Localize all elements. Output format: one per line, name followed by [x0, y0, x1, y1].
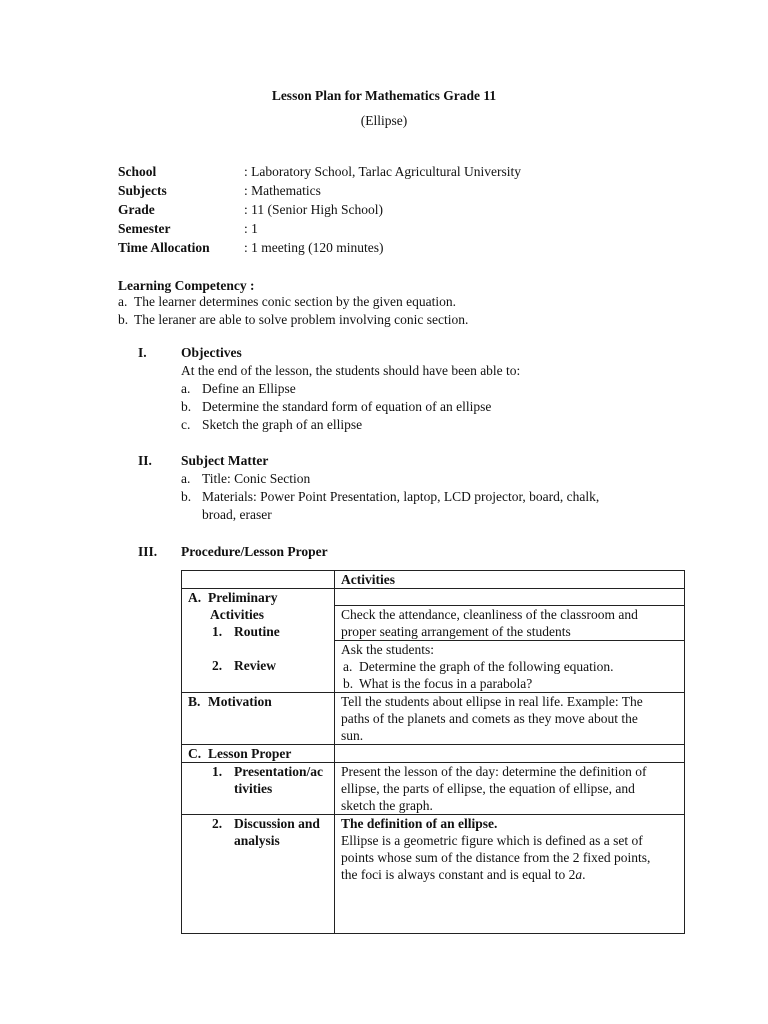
lesson-cell: C. Lesson Proper: [182, 745, 335, 763]
info-label-grade: Grade: [118, 202, 155, 217]
table-row-discussion: [182, 815, 685, 934]
objectives-intro: At the end of the lesson, the students should have been able to:: [181, 363, 521, 378]
motivation-activity: Tell the students about ellipse in real life. Example: The paths of the planets and comets as they move about the sun.: [335, 693, 685, 745]
motivation-cell: B. Motivation: [182, 693, 335, 745]
subject-item-a-letter: a.: [181, 471, 191, 486]
objective-a-letter: a.: [181, 381, 191, 396]
competency-heading: Learning Competency :: [118, 278, 255, 293]
discussion-cell: 2. Discussion and analysis: [182, 815, 335, 934]
routine-activity: Check the attendance, cleanliness of the classroom and proper seating arrangement of the students: [335, 606, 685, 641]
procedure-table: [181, 570, 685, 934]
info-value-time: : 1 meeting (120 minutes): [244, 240, 384, 255]
info-value-subjects: : Mathematics: [244, 183, 321, 198]
review-num: 2.: [212, 658, 223, 673]
objectives-heading: Objectives: [181, 345, 242, 360]
info-label-subjects: Subjects: [118, 183, 167, 198]
info-label-semester: Semester: [118, 221, 171, 236]
objectives-numeral: I.: [138, 345, 147, 360]
table-row-prelim: [182, 589, 685, 606]
table-row-motivation: [182, 693, 685, 745]
subject-item-a: Title: Conic Section: [202, 471, 311, 486]
subject-matter-numeral: II.: [138, 453, 152, 468]
prelim-label2: Activities: [210, 607, 264, 622]
objective-b: Determine the standard form of equation of an ellipse: [202, 399, 492, 414]
procedure-heading: Procedure/Lesson Proper: [181, 544, 328, 559]
competency-item-a: The learner determines conic section by the given equation.: [134, 294, 457, 309]
table-header-row: [182, 571, 685, 589]
document-title: Lesson Plan for Mathematics Grade 11: [271, 88, 497, 103]
review-label: Review: [234, 658, 276, 673]
objective-c: Sketch the graph of an ellipse: [202, 417, 363, 432]
presentation-activity: Present the lesson of the day: determine the definition of ellipse, the parts of ellipse, the equation of ellipse, and sketch the graph.: [335, 763, 685, 815]
info-value-school: : Laboratory School, Tarlac Agricultural University: [244, 164, 521, 179]
subject-item-b-cont: broad, eraser: [202, 507, 272, 522]
discussion-activity: The definition of an ellipse. Ellipse is a geometric figure which is defined as a set of points whose sum of the distance from the 2 fixed points, the foci is always constant and is equal to 2a.: [335, 815, 685, 934]
subject-matter-heading: Subject Matter: [181, 453, 269, 468]
info-value-grade: : 11 (Senior High School): [244, 202, 383, 217]
competency-item-b: The leraner are able to solve problem involving conic section.: [134, 312, 469, 327]
prelim-letter: A.: [188, 590, 202, 605]
info-label-school: School: [118, 164, 157, 179]
objective-b-letter: b.: [181, 399, 192, 414]
info-label-time: Time Allocation: [118, 240, 210, 255]
subject-item-b: Materials: Power Point Presentation, laptop, LCD projector, board, chalk,: [202, 489, 600, 504]
table-row-lesson: [182, 745, 685, 763]
variable-a: a: [575, 867, 583, 882]
competency-item-a-letter: a.: [118, 294, 128, 309]
competency-item-b-letter: b.: [118, 312, 129, 327]
prelim-label1: Preliminary: [208, 590, 278, 605]
prelim-cell: [182, 589, 335, 693]
review-activity: Ask the students: a. Determine the graph of the following equation. b. What is the focus in a parabola?: [335, 641, 685, 693]
procedure-numeral: III.: [138, 544, 158, 559]
info-value-semester: : 1: [244, 221, 258, 236]
presentation-cell: 1. Presentation/ac tivities: [182, 763, 335, 815]
document-subtitle: (Ellipse): [360, 113, 408, 128]
subject-item-b-letter: b.: [181, 489, 192, 504]
table-row-presentation: [182, 763, 685, 815]
routine-label: Routine: [234, 624, 280, 639]
activities-header: Activities: [335, 571, 685, 589]
objective-a: Define an Ellipse: [202, 381, 296, 396]
routine-num: 1.: [212, 624, 223, 639]
objective-c-letter: c.: [181, 417, 191, 432]
